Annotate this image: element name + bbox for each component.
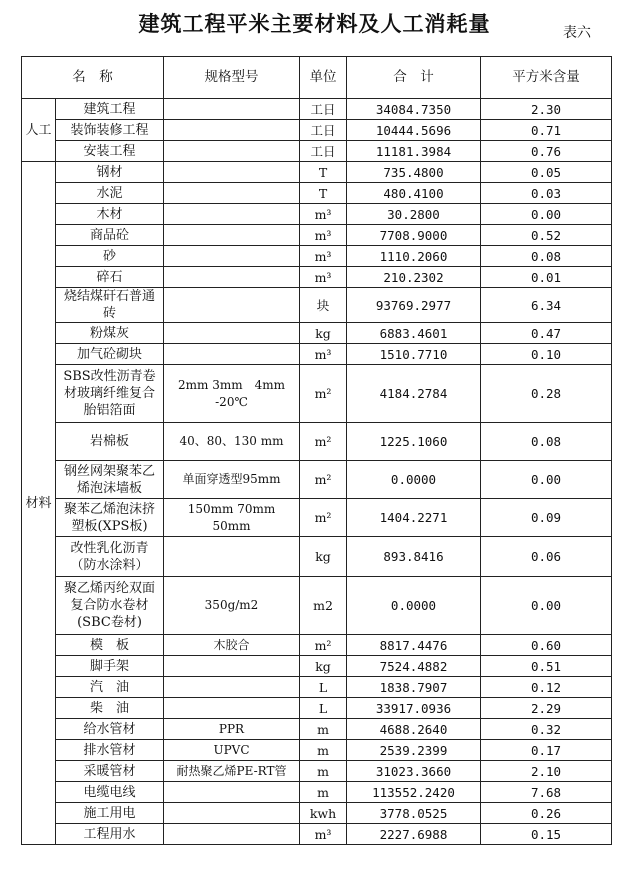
row-name: 碎石 bbox=[56, 267, 164, 288]
row-spec bbox=[164, 162, 300, 183]
row-name: 安装工程 bbox=[56, 141, 164, 162]
row-per-sqm: 0.01 bbox=[481, 267, 612, 288]
row-unit: m2 bbox=[300, 577, 347, 635]
row-total: 6883.4601 bbox=[347, 323, 481, 344]
row-name: 改性乳化沥青（防水涂料） bbox=[56, 537, 164, 577]
row-total: 10444.5696 bbox=[347, 120, 481, 141]
row-unit: m³ bbox=[300, 225, 347, 246]
row-per-sqm: 0.06 bbox=[481, 537, 612, 577]
row-spec bbox=[164, 99, 300, 120]
row-unit: m³ bbox=[300, 267, 347, 288]
row-unit: m² bbox=[300, 499, 347, 537]
category-material: 材料 bbox=[22, 162, 56, 845]
table-row bbox=[22, 740, 612, 761]
table-row bbox=[22, 761, 612, 782]
row-spec: 350g/m2 bbox=[164, 577, 300, 635]
row-per-sqm: 0.08 bbox=[481, 246, 612, 267]
row-total: 11181.3984 bbox=[347, 141, 481, 162]
row-per-sqm: 0.60 bbox=[481, 635, 612, 656]
row-name: 工程用水 bbox=[56, 824, 164, 845]
table-row bbox=[22, 120, 612, 141]
row-unit: kg bbox=[300, 537, 347, 577]
page-title: 建筑工程平米主要材料及人工消耗量 bbox=[138, 12, 491, 36]
row-per-sqm: 0.28 bbox=[481, 365, 612, 423]
table-row bbox=[22, 635, 612, 656]
row-per-sqm: 0.08 bbox=[481, 423, 612, 461]
table-row bbox=[22, 141, 612, 162]
row-name: 加气砼砌块 bbox=[56, 344, 164, 365]
row-unit: m² bbox=[300, 461, 347, 499]
row-spec: 150mm 70mm 50mm bbox=[164, 499, 300, 537]
row-name: 脚手架 bbox=[56, 656, 164, 677]
row-name: 采暖管材 bbox=[56, 761, 164, 782]
row-unit: m³ bbox=[300, 344, 347, 365]
table-body bbox=[22, 99, 612, 845]
row-total: 1404.2271 bbox=[347, 499, 481, 537]
header-name: 名 称 bbox=[22, 57, 164, 99]
row-spec: UPVC bbox=[164, 740, 300, 761]
row-total: 7524.4882 bbox=[347, 656, 481, 677]
row-name: 粉煤灰 bbox=[56, 323, 164, 344]
row-total: 33917.0936 bbox=[347, 698, 481, 719]
row-per-sqm: 0.05 bbox=[481, 162, 612, 183]
row-name: 商品砼 bbox=[56, 225, 164, 246]
header-unit: 单位 bbox=[300, 57, 347, 99]
table-row bbox=[22, 246, 612, 267]
row-unit: 工日 bbox=[300, 141, 347, 162]
row-spec bbox=[164, 120, 300, 141]
header-row bbox=[22, 57, 612, 99]
row-per-sqm: 0.52 bbox=[481, 225, 612, 246]
row-unit: m² bbox=[300, 635, 347, 656]
row-total: 1838.7907 bbox=[347, 677, 481, 698]
row-per-sqm: 0.03 bbox=[481, 183, 612, 204]
row-spec bbox=[164, 141, 300, 162]
row-total: 34084.7350 bbox=[347, 99, 481, 120]
row-spec: 木胶合 bbox=[164, 635, 300, 656]
row-unit: T bbox=[300, 162, 347, 183]
row-spec: 耐热聚乙烯PE-RT管 bbox=[164, 761, 300, 782]
table-row bbox=[22, 824, 612, 845]
table-row bbox=[22, 365, 612, 423]
row-name: 装饰装修工程 bbox=[56, 120, 164, 141]
row-per-sqm: 0.17 bbox=[481, 740, 612, 761]
row-spec bbox=[164, 344, 300, 365]
table-row bbox=[22, 719, 612, 740]
row-total: 113552.2420 bbox=[347, 782, 481, 803]
row-spec bbox=[164, 656, 300, 677]
header-total: 合 计 bbox=[347, 57, 481, 99]
row-unit: m bbox=[300, 740, 347, 761]
row-total: 30.2800 bbox=[347, 204, 481, 225]
row-total: 3778.0525 bbox=[347, 803, 481, 824]
row-total: 893.8416 bbox=[347, 537, 481, 577]
row-spec bbox=[164, 204, 300, 225]
row-per-sqm: 2.10 bbox=[481, 761, 612, 782]
table-row bbox=[22, 499, 612, 537]
row-spec: 40、80、130 mm bbox=[164, 423, 300, 461]
row-per-sqm: 0.51 bbox=[481, 656, 612, 677]
row-per-sqm: 6.34 bbox=[481, 288, 612, 323]
row-spec bbox=[164, 698, 300, 719]
row-per-sqm: 7.68 bbox=[481, 782, 612, 803]
row-total: 1510.7710 bbox=[347, 344, 481, 365]
row-name: 柴 油 bbox=[56, 698, 164, 719]
row-unit: kg bbox=[300, 323, 347, 344]
row-name: 聚乙烯丙纶双面复合防水卷材(SBC卷材) bbox=[56, 577, 164, 635]
row-spec bbox=[164, 782, 300, 803]
row-spec bbox=[164, 824, 300, 845]
table-row bbox=[22, 162, 612, 183]
table-row bbox=[22, 656, 612, 677]
row-unit: T bbox=[300, 183, 347, 204]
table-row bbox=[22, 423, 612, 461]
row-per-sqm: 2.29 bbox=[481, 698, 612, 719]
materials-table bbox=[21, 56, 612, 845]
row-per-sqm: 0.76 bbox=[481, 141, 612, 162]
table-row bbox=[22, 183, 612, 204]
row-name: 建筑工程 bbox=[56, 99, 164, 120]
row-name: 汽 油 bbox=[56, 677, 164, 698]
row-name: 岩棉板 bbox=[56, 423, 164, 461]
header-per-sqm: 平方米含量 bbox=[481, 57, 612, 99]
row-spec bbox=[164, 246, 300, 267]
row-total: 2227.6988 bbox=[347, 824, 481, 845]
table-row bbox=[22, 99, 612, 120]
row-unit: m bbox=[300, 761, 347, 782]
row-spec bbox=[164, 677, 300, 698]
row-unit: 块 bbox=[300, 288, 347, 323]
row-spec bbox=[164, 225, 300, 246]
row-total: 210.2302 bbox=[347, 267, 481, 288]
row-spec bbox=[164, 183, 300, 204]
row-spec: 2mm 3mm 4mm -20℃ bbox=[164, 365, 300, 423]
row-per-sqm: 0.15 bbox=[481, 824, 612, 845]
row-per-sqm: 0.47 bbox=[481, 323, 612, 344]
row-unit: m³ bbox=[300, 204, 347, 225]
row-unit: 工日 bbox=[300, 120, 347, 141]
row-total: 0.0000 bbox=[347, 461, 481, 499]
row-unit: kg bbox=[300, 656, 347, 677]
table-row bbox=[22, 323, 612, 344]
row-total: 7708.9000 bbox=[347, 225, 481, 246]
table-row bbox=[22, 677, 612, 698]
row-per-sqm: 0.09 bbox=[481, 499, 612, 537]
table-row bbox=[22, 344, 612, 365]
row-per-sqm: 0.32 bbox=[481, 719, 612, 740]
row-per-sqm: 0.00 bbox=[481, 577, 612, 635]
row-per-sqm: 0.12 bbox=[481, 677, 612, 698]
row-total: 93769.2977 bbox=[347, 288, 481, 323]
row-total: 2539.2399 bbox=[347, 740, 481, 761]
header-spec: 规格型号 bbox=[164, 57, 300, 99]
row-name: 钢丝网架聚苯乙烯泡沫墙板 bbox=[56, 461, 164, 499]
row-name: 施工用电 bbox=[56, 803, 164, 824]
row-per-sqm: 0.00 bbox=[481, 461, 612, 499]
row-name: 电缆电线 bbox=[56, 782, 164, 803]
row-total: 4688.2640 bbox=[347, 719, 481, 740]
table-label: 表六 bbox=[563, 25, 591, 41]
row-spec: 单面穿透型95mm bbox=[164, 461, 300, 499]
row-per-sqm: 0.26 bbox=[481, 803, 612, 824]
row-total: 31023.3660 bbox=[347, 761, 481, 782]
table-row bbox=[22, 288, 612, 323]
row-name: 水泥 bbox=[56, 183, 164, 204]
row-name: 给水管材 bbox=[56, 719, 164, 740]
table-row bbox=[22, 461, 612, 499]
row-total: 1225.1060 bbox=[347, 423, 481, 461]
row-per-sqm: 2.30 bbox=[481, 99, 612, 120]
table-row bbox=[22, 803, 612, 824]
row-unit: m² bbox=[300, 365, 347, 423]
category-labor: 人工 bbox=[22, 99, 56, 162]
row-per-sqm: 0.71 bbox=[481, 120, 612, 141]
row-unit: L bbox=[300, 677, 347, 698]
row-total: 480.4100 bbox=[347, 183, 481, 204]
row-spec: PPR bbox=[164, 719, 300, 740]
table-row bbox=[22, 537, 612, 577]
row-total: 4184.2784 bbox=[347, 365, 481, 423]
row-unit: m³ bbox=[300, 246, 347, 267]
row-total: 1110.2060 bbox=[347, 246, 481, 267]
row-name: 模 板 bbox=[56, 635, 164, 656]
table-row bbox=[22, 698, 612, 719]
table-row bbox=[22, 577, 612, 635]
row-name: 烧结煤矸石普通砖 bbox=[56, 288, 164, 323]
table-row bbox=[22, 782, 612, 803]
row-spec bbox=[164, 323, 300, 344]
table-row bbox=[22, 225, 612, 246]
row-unit: m bbox=[300, 719, 347, 740]
row-spec bbox=[164, 288, 300, 323]
row-unit: kwh bbox=[300, 803, 347, 824]
row-name: 砂 bbox=[56, 246, 164, 267]
row-total: 735.4800 bbox=[347, 162, 481, 183]
row-name: SBS改性沥青卷材玻璃纤维复合胎铝箔面 bbox=[56, 365, 164, 423]
row-name: 聚苯乙烯泡沫挤塑板(XPS板) bbox=[56, 499, 164, 537]
row-name: 木材 bbox=[56, 204, 164, 225]
row-unit: L bbox=[300, 698, 347, 719]
table-row bbox=[22, 204, 612, 225]
row-unit: 工日 bbox=[300, 99, 347, 120]
row-spec bbox=[164, 267, 300, 288]
row-spec bbox=[164, 803, 300, 824]
row-name: 钢材 bbox=[56, 162, 164, 183]
table-row bbox=[22, 267, 612, 288]
row-total: 8817.4476 bbox=[347, 635, 481, 656]
row-unit: m² bbox=[300, 423, 347, 461]
row-unit: m bbox=[300, 782, 347, 803]
row-spec bbox=[164, 537, 300, 577]
row-total: 0.0000 bbox=[347, 577, 481, 635]
row-per-sqm: 0.10 bbox=[481, 344, 612, 365]
row-per-sqm: 0.00 bbox=[481, 204, 612, 225]
row-name: 排水管材 bbox=[56, 740, 164, 761]
row-unit: m³ bbox=[300, 824, 347, 845]
